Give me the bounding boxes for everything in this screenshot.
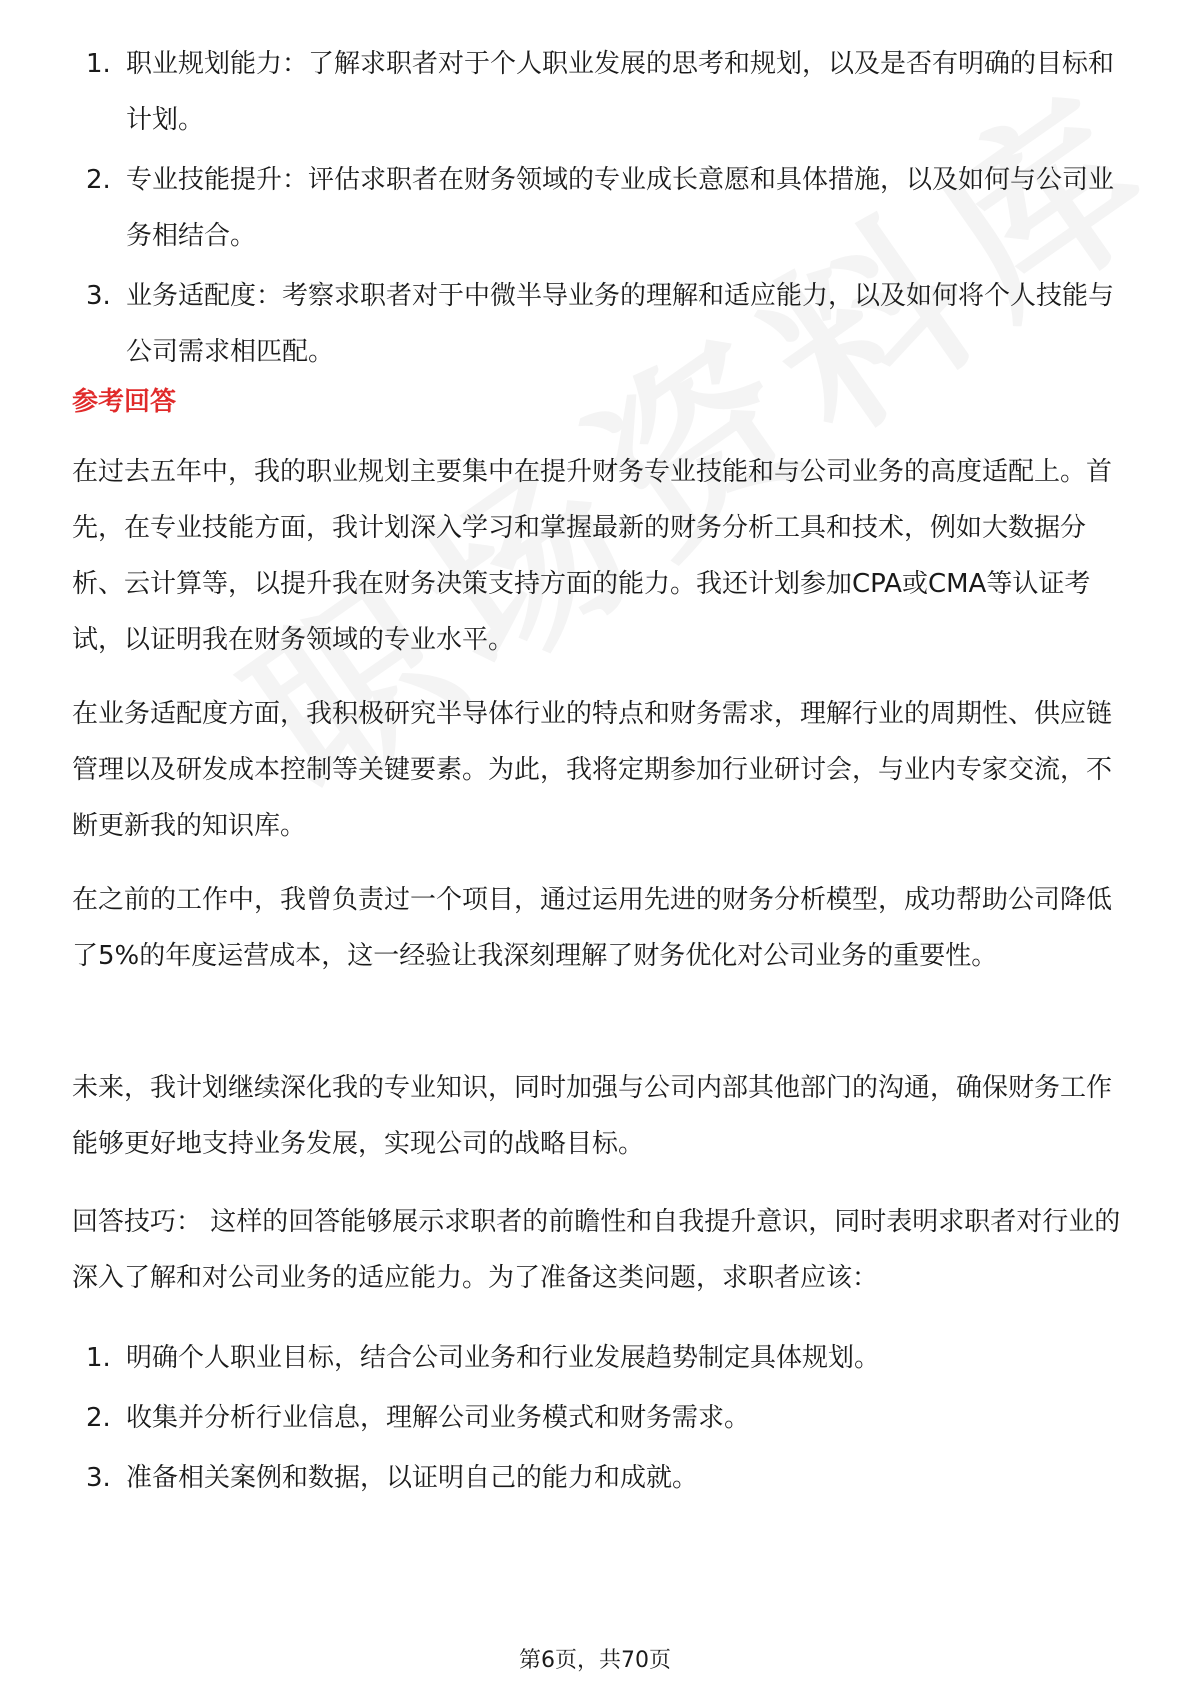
list-item-number: 1.	[86, 49, 111, 79]
list-item	[0, 268, 1190, 380]
evaluation-points-list	[0, 36, 1190, 384]
paragraph: 在过去五年中，我的职业规划主要集中在提升财务专业技能和与公司业务的高度适配上。首先，在专业技能方面，我计划深入学习和掌握最新的财务分析工具和技术，例如大数据分析、云计算等，以提升我在财务决策支持方面的能力。我还计划参加CPA或CMA等认证考试，以证明我在财务领域的专业水平。	[72, 457, 1113, 655]
paragraph: 在业务适配度方面，我积极研究半导体行业的特点和财务需求，理解行业的周期性、供应链管理以及研发成本控制等关键要素。为此，我将定期参加行业研讨会，与业内专家交流，不断更新我的知识库。	[72, 699, 1113, 841]
list-item-number: 3.	[86, 1463, 111, 1493]
preparation-tips-list	[0, 1330, 1190, 1510]
section-title: 参考回答	[72, 387, 177, 417]
paragraph: 未来，我计划继续深化我的专业知识，同时加强与公司内部其他部门的沟通，确保财务工作能够更好地支持业务发展，实现公司的战略目标。	[72, 1073, 1113, 1159]
list-item	[0, 1330, 1190, 1386]
list-item-text: 职业规划能力：了解求职者对于个人职业发展的思考和规划，以及是否有明确的目标和计划。	[126, 49, 1115, 135]
page-footer: 第6页，共70页	[519, 1648, 671, 1673]
list-item-text: 业务适配度：考察求职者对于中微半导业务的理解和适应能力，以及如何将个人技能与公司需求相匹配。	[126, 281, 1115, 367]
list-item-text: 准备相关案例和数据，以证明自己的能力和成就。	[126, 1463, 699, 1493]
list-item-number: 2.	[86, 1403, 111, 1433]
list-item-number: 1.	[86, 1343, 111, 1373]
list-item-text: 专业技能提升：评估求职者在财务领域的专业成长意愿和具体措施，以及如何与公司业务相结合。	[126, 165, 1115, 251]
paragraph: 在之前的工作中，我曾负责过一个项目，通过运用先进的财务分析模型，成功帮助公司降低了5%的年度运营成本，这一经验让我深刻理解了财务优化对公司业务的重要性。	[72, 885, 1113, 971]
list-item-number: 2.	[86, 165, 111, 195]
list-item-text: 明确个人职业目标，结合公司业务和行业发展趋势制定具体规划。	[126, 1343, 881, 1373]
list-item	[0, 1390, 1190, 1446]
list-item	[0, 1450, 1190, 1506]
list-item	[0, 36, 1190, 148]
list-item	[0, 152, 1190, 264]
list-item-text: 收集并分析行业信息，理解公司业务模式和财务需求。	[126, 1403, 751, 1433]
list-item-number: 3.	[86, 281, 111, 311]
answer-tips-paragraph: 回答技巧： 这样的回答能够展示求职者的前瞻性和自我提升意识，同时表明求职者对行业的深入了解和对公司业务的适应能力。为了准备这类问题，求职者应该：	[72, 1207, 1121, 1293]
